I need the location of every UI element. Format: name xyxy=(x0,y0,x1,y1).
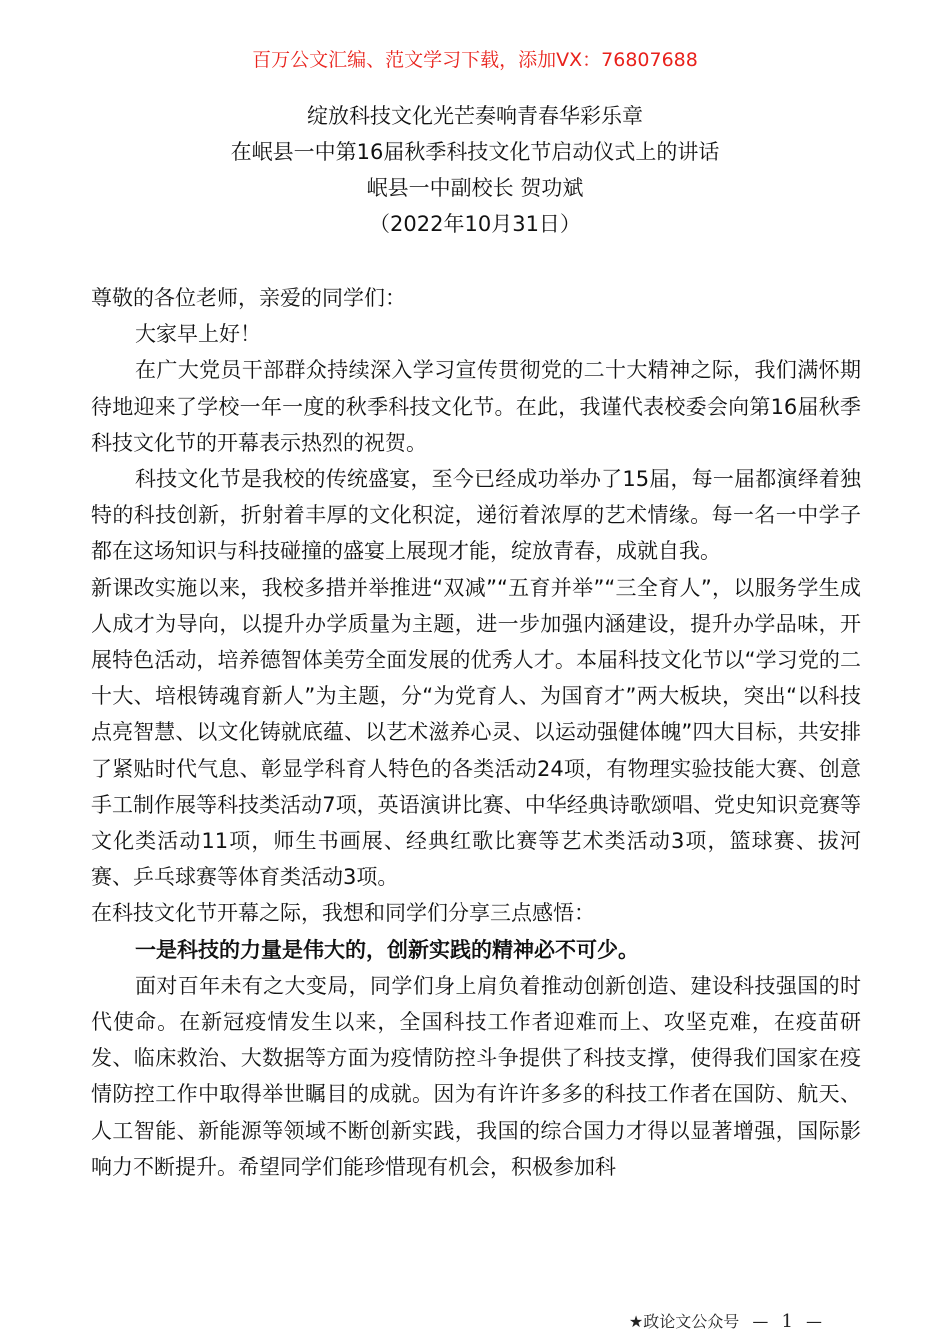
salutation: 尊敬的各位老师，亲爱的同学们： xyxy=(91,286,406,310)
title-block xyxy=(0,98,950,242)
footer-source: ★政论文公众号 xyxy=(628,1312,740,1331)
page-footer xyxy=(629,1310,830,1334)
section-heading-1: 一是科技的力量是伟大的，创新实践的精神必不可少。 xyxy=(135,937,639,962)
speech-subtitle: 在岷县一中第16届秋季科技文化节启动仪式上的讲话 xyxy=(230,140,720,164)
paragraph-1: 在广大党员干部群众持续深入学习宣传贯彻党的二十大精神之际，我们满怀期待地迎来了学校一年一度的秋季科技文化节。在此，我谨代表校委会向第16届秋季科技文化节的开幕表示热烈的祝贺。 xyxy=(91,358,861,455)
speech-body xyxy=(91,280,861,1185)
paragraph-4: 在科技文化节开幕之际，我想和同学们分享三点感悟： xyxy=(91,901,595,926)
speaker-line: 岷县一中副校长 贺功斌 xyxy=(366,176,584,200)
download-banner: 百万公文汇编、范文学习下载，添加VX：76807688 xyxy=(252,49,698,71)
page-number: 1 xyxy=(781,1311,793,1332)
footer-dash-left: — xyxy=(752,1312,769,1331)
footer-dash-right: — xyxy=(806,1312,822,1331)
speech-title: 绽放科技文化光芒奏响青春华彩乐章 xyxy=(307,104,643,128)
paragraph-2: 科技文化节是我校的传统盛宴，至今已经成功举办了15届，每一届都演绎着独特的科技创新，折射着丰厚的文化积淀，递衍着浓厚的艺术情缘。每一名一中学子都在这场知识与科技碰撞的盛宴上展现才能，绽放青春，成就自我。 xyxy=(91,467,861,564)
paragraph-3: 新课改实施以来，我校多措并举推进“双减”“五育并举”“三全育人”，以服务学生成人成才为导向，以提升办学质量为主题，进一步加强内涵建设，提升办学品味，开展特色活动，培养德智体美劳全面发展的优秀人才。本届科技文化节以“学习党的二十大、培根铸魂育新人”为主题，分“为党育人、为国育才”两大板块，突出“以科技点亮智慧、以文化铸就底蕴、以艺术滋养心灵、以运动强健体魄”四大目标，共安排了紧贴时代气息、彰显学科育人特色的各类活动24项，有物理实验技能大赛、创意手工制作展等科技类活动7项，英语演讲比赛、中华经典诗歌颂唱、党史知识竞赛等文化类活动11项，师生书画展、经典红歌比赛等艺术类活动3项，篮球赛、拔河赛、乒乓球赛等体育类活动3项。 xyxy=(91,575,861,890)
speech-date: （2022年10月31日） xyxy=(369,212,581,236)
paragraph-5: 面对百年未有之大变局，同学们身上肩负着推动创新创造、建设科技强国的时代使命。在新冠疫情发生以来，全国科技工作者迎难而上、攻坚克难，在疫苗研发、临床救治、大数据等方面为疫情防控斗争提供了科技支撑，使得我们国家在疫情防控工作中取得举世瞩目的成就。因为有许许多多的科技工作者在国防、航天、人工智能、新能源等领域不断创新实践，我国的综合国力才得以显著增强，国际影响力不断提升。希望同学们能珍惜现有机会，积极参加科 xyxy=(91,973,861,1179)
greeting: 大家早上好！ xyxy=(135,322,261,347)
